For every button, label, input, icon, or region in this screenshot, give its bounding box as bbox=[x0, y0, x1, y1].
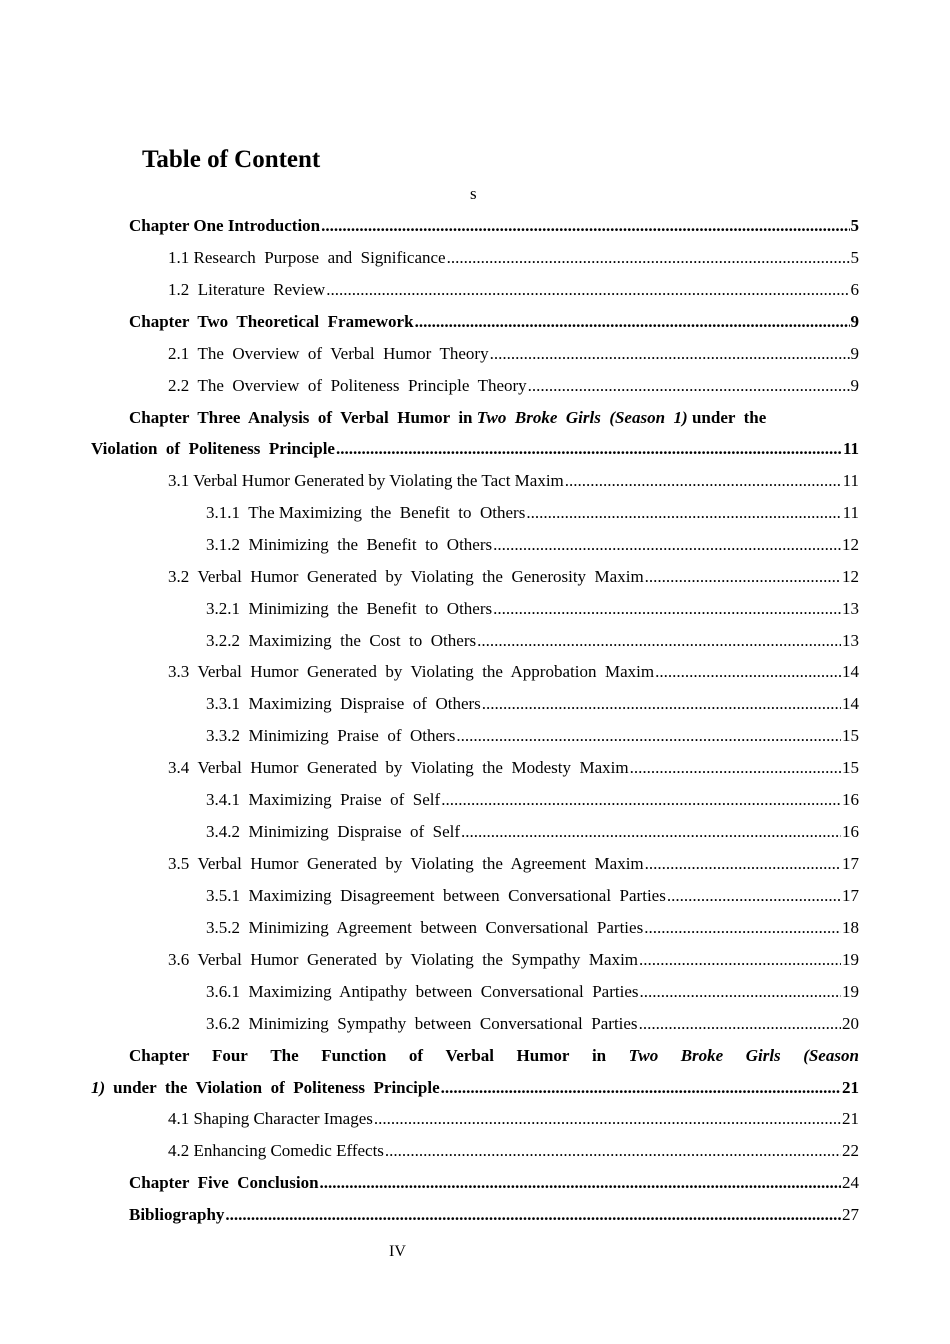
toc-label: 4.2 Enhancing Comedic Effects bbox=[168, 1141, 384, 1160]
toc-page: 27 bbox=[842, 1205, 859, 1224]
toc-page: 5 bbox=[850, 216, 859, 235]
toc-label: 3.5 Verbal Humor Generated by Violating the Agreement Maxim bbox=[168, 854, 644, 873]
ch4-word: in bbox=[591, 1046, 607, 1065]
title-text: Table of Content bbox=[142, 146, 321, 173]
toc-label: 1.1 Research Purpose and Significance bbox=[168, 248, 446, 267]
dot-leader bbox=[482, 692, 841, 716]
dot-leader bbox=[456, 724, 841, 748]
dot-leader bbox=[225, 1203, 841, 1227]
dot-leader bbox=[565, 469, 842, 493]
dot-leader bbox=[336, 437, 842, 461]
toc-label: 3.1.2 Minimizing the Benefit to Others bbox=[206, 535, 493, 554]
toc-label: 3.3.2 Minimizing Praise of Others bbox=[206, 726, 456, 745]
toc-label: Chapter One Introduction bbox=[129, 216, 321, 235]
toc-label: 2.1 The Overview of Verbal Humor Theory bbox=[168, 344, 489, 363]
ch4-word: Humor bbox=[516, 1046, 570, 1065]
toc-page: 5 bbox=[850, 248, 859, 267]
toc-entry-1-2[interactable] bbox=[168, 278, 859, 302]
toc-entry-3-5[interactable] bbox=[168, 852, 859, 876]
toc-entry-3-2-2[interactable] bbox=[206, 629, 859, 653]
toc-entry-2-1[interactable] bbox=[168, 342, 859, 366]
toc-entry-3-5-2[interactable] bbox=[206, 916, 859, 940]
toc-page: 13 bbox=[842, 631, 859, 650]
toc-page: 18 bbox=[842, 918, 859, 937]
toc-page: 9 bbox=[850, 312, 859, 331]
toc-page: 11 bbox=[842, 503, 859, 522]
toc-label: 3.4.2 Minimizing Dispraise of Self bbox=[206, 822, 461, 841]
toc-entry-chapter-three-line1[interactable] bbox=[129, 406, 859, 430]
ch3-text-b: under the bbox=[687, 408, 767, 427]
toc-label: 3.2 Verbal Humor Generated by Violating the Generosity Maxim bbox=[168, 567, 644, 586]
toc-page: 21 bbox=[842, 1109, 859, 1128]
dot-leader bbox=[644, 916, 841, 940]
toc-page: 22 bbox=[842, 1141, 859, 1160]
ch4-italic-word: Girls bbox=[745, 1046, 781, 1065]
toc-page: 16 bbox=[842, 822, 859, 841]
toc-label: 3.1.1 The Maximizing the Benefit to Others bbox=[206, 503, 526, 522]
toc-page: 19 bbox=[842, 982, 859, 1001]
toc-entry-3-3-1[interactable] bbox=[206, 692, 859, 716]
ch4-word: Four bbox=[211, 1046, 248, 1065]
dot-leader bbox=[320, 1171, 841, 1195]
dot-leader bbox=[667, 884, 841, 908]
toc-entry-4-1[interactable] bbox=[168, 1107, 859, 1131]
ch4-italic-word: (Season bbox=[803, 1046, 859, 1065]
toc-entry-3-6-2[interactable] bbox=[206, 1012, 859, 1036]
toc-label: 4.1 Shaping Character Images bbox=[168, 1109, 373, 1128]
page-title bbox=[142, 146, 320, 174]
dot-leader bbox=[639, 1012, 841, 1036]
toc-entry-3-2[interactable] bbox=[168, 565, 859, 589]
ch3-text-a: Chapter Three Analysis of Verbal Humor in bbox=[129, 408, 477, 427]
dot-leader bbox=[528, 374, 850, 398]
toc-page: 14 bbox=[842, 662, 859, 681]
dot-leader bbox=[477, 629, 841, 653]
toc-entry-bibliography[interactable] bbox=[129, 1203, 859, 1227]
toc-entry-3-1-1[interactable] bbox=[206, 501, 859, 525]
toc-entry-3-5-1[interactable] bbox=[206, 884, 859, 908]
dot-leader bbox=[526, 501, 841, 525]
dot-leader bbox=[639, 948, 841, 972]
toc-label: 3.3 Verbal Humor Generated by Violating the Approbation Maxim bbox=[168, 662, 655, 681]
dot-leader bbox=[493, 597, 841, 621]
ch4-italic-word: Broke bbox=[680, 1046, 724, 1065]
toc-label: 3.5.2 Minimizing Agreement between Conversational Parties bbox=[206, 918, 644, 937]
dot-leader bbox=[493, 533, 841, 557]
toc-page: 15 bbox=[842, 726, 859, 745]
toc-label: 2.2 The Overview of Politeness Principle Theory bbox=[168, 376, 527, 395]
toc-entry-3-3-2[interactable] bbox=[206, 724, 859, 748]
dot-leader bbox=[385, 1139, 841, 1163]
dot-leader bbox=[441, 1076, 841, 1100]
toc-entry-3-6-1[interactable] bbox=[206, 980, 859, 1004]
dot-leader bbox=[415, 310, 850, 334]
toc-entry-chapter-four-line1[interactable] bbox=[129, 1044, 859, 1068]
dot-leader bbox=[441, 788, 841, 812]
toc-page: 11 bbox=[842, 471, 859, 490]
page-number-footer: IV bbox=[389, 1243, 406, 1260]
toc-label: 3.4 Verbal Humor Generated by Violating the Modesty Maxim bbox=[168, 758, 629, 777]
ch4-word: Chapter bbox=[129, 1046, 190, 1065]
toc-page: 6 bbox=[850, 280, 859, 299]
toc-entry-chapter-four-line2[interactable] bbox=[91, 1076, 859, 1100]
toc-entry-3-4[interactable] bbox=[168, 756, 859, 780]
toc-entry-2-2[interactable] bbox=[168, 374, 859, 398]
dot-leader bbox=[326, 278, 849, 302]
toc-entry-chapter-three-line2[interactable] bbox=[91, 437, 859, 461]
toc-entry-chapter-one[interactable] bbox=[129, 214, 859, 238]
dot-leader bbox=[645, 565, 841, 589]
ch4-word: Verbal bbox=[445, 1046, 495, 1065]
toc-page: 24 bbox=[842, 1173, 859, 1192]
toc-label: Violation of Politeness Principle bbox=[91, 439, 335, 458]
dot-leader bbox=[447, 246, 850, 270]
toc-page: 17 bbox=[842, 886, 859, 905]
toc-entry-3-3[interactable] bbox=[168, 660, 859, 684]
ch3-title-italic: Two Broke Girls (Season 1) bbox=[476, 408, 688, 427]
toc-page: 12 bbox=[842, 535, 859, 554]
toc-entry-3-6[interactable] bbox=[168, 948, 859, 972]
toc-entry-3-1-2[interactable] bbox=[206, 533, 859, 557]
toc-entry-3-4-2[interactable] bbox=[206, 820, 859, 844]
toc-page: 20 bbox=[842, 1014, 859, 1033]
toc-page: 9 bbox=[850, 376, 859, 395]
toc-label: under the Violation of Politeness Principle bbox=[113, 1078, 440, 1097]
toc-label: 3.6.1 Maximizing Antipathy between Conversational Parties bbox=[206, 982, 639, 1001]
toc-entry-4-2[interactable] bbox=[168, 1139, 859, 1163]
dot-leader bbox=[639, 980, 841, 1004]
toc-label: 3.5.1 Maximizing Disagreement between Conversational Parties bbox=[206, 886, 666, 905]
toc-label: 3.2.1 Minimizing the Benefit to Others bbox=[206, 599, 493, 618]
dot-leader bbox=[630, 756, 841, 780]
toc-page: 11 bbox=[842, 439, 859, 458]
toc-page: 17 bbox=[842, 854, 859, 873]
toc-label: Bibliography bbox=[129, 1205, 225, 1224]
toc-page: 9 bbox=[850, 344, 859, 363]
toc-page: 15 bbox=[842, 758, 859, 777]
toc-label: 3.1 Verbal Humor Generated by Violating the Tact Maxim bbox=[168, 471, 564, 490]
dot-leader bbox=[321, 214, 849, 238]
ch4-title-italic: 1) bbox=[91, 1078, 106, 1097]
dot-leader bbox=[461, 820, 841, 844]
ch4-word: Function bbox=[321, 1046, 387, 1065]
toc-page: 16 bbox=[842, 790, 859, 809]
toc-label: 3.6 Verbal Humor Generated by Violating the Sympathy Maxim bbox=[168, 950, 639, 969]
toc-label: Chapter Five Conclusion bbox=[129, 1173, 319, 1192]
toc-entry-chapter-five[interactable] bbox=[129, 1171, 859, 1195]
toc-entry-3-1[interactable] bbox=[168, 469, 859, 493]
ch3-line1-text bbox=[129, 406, 766, 430]
dot-leader bbox=[490, 342, 850, 366]
toc-entry-3-4-1[interactable] bbox=[206, 788, 859, 812]
toc-label: 3.4.1 Maximizing Praise of Self bbox=[206, 790, 441, 809]
toc-label: 3.6.2 Minimizing Sympathy between Conversational Parties bbox=[206, 1014, 638, 1033]
toc-page: 21 bbox=[842, 1078, 859, 1097]
toc-page: 14 bbox=[842, 694, 859, 713]
toc-label: Chapter Two Theoretical Framework bbox=[129, 312, 414, 331]
toc-page: 13 bbox=[842, 599, 859, 618]
ch4-word: of bbox=[408, 1046, 424, 1065]
ch4-word: The bbox=[270, 1046, 299, 1065]
toc-label: 1.2 Literature Review bbox=[168, 280, 326, 299]
title-suffix: s bbox=[470, 184, 477, 203]
toc-page: 12 bbox=[842, 567, 859, 586]
dot-leader bbox=[374, 1107, 841, 1131]
toc-label: 3.2.2 Maximizing the Cost to Others bbox=[206, 631, 477, 650]
toc-label: 3.3.1 Maximizing Dispraise of Others bbox=[206, 694, 481, 713]
ch4-italic-word: Two bbox=[628, 1046, 659, 1065]
toc-entry-3-2-1[interactable] bbox=[206, 597, 859, 621]
toc-entry-chapter-two[interactable] bbox=[129, 310, 859, 334]
toc-entry-1-1[interactable] bbox=[168, 246, 859, 270]
toc-page: 19 bbox=[842, 950, 859, 969]
dot-leader bbox=[645, 852, 841, 876]
dot-leader bbox=[655, 660, 841, 684]
